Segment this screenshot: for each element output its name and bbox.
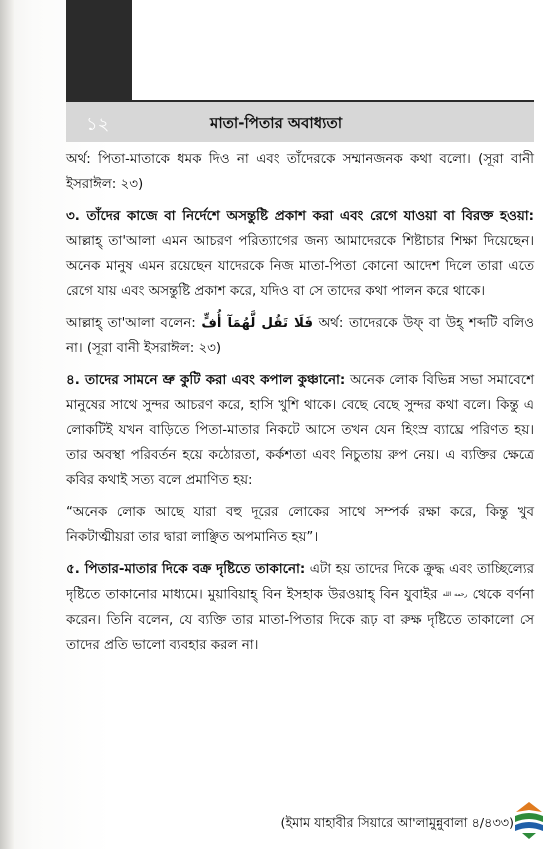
section-heading: ৪. তাদের সামনে ভ্রু কুটি করা এবং কপাল কুঞ্চানো: bbox=[66, 373, 346, 388]
section-3 bbox=[66, 204, 534, 304]
publisher-logo-icon bbox=[512, 800, 546, 840]
page-title: মাতা-পিতার অবাধ্যতা bbox=[210, 114, 343, 132]
section-text: এটা হয় তাদের দিকে ক্রুদ্ধ এবং তাচ্ছিল্যের দৃষ্টিতে তাকানোর মাধ্যমে। মুয়াবিয়াহ্‌ বিন ইসহাক উরওয়াহ্‌ বিন যুবাইর bbox=[66, 562, 534, 603]
page-number: ১২ bbox=[86, 114, 110, 135]
paragraph-quran-verse bbox=[66, 311, 534, 361]
verse-meaning: অর্থ: তাদেরকে উফ্‌ বা উহ্‌ শব্দটি বলিও না। (সূরা বানী ইসরাঈল: ২৩) bbox=[66, 316, 534, 356]
section-5 bbox=[66, 557, 534, 658]
paragraph-text: অর্থ: পিতা-মাতাকে ধমক দিও না এবং তাঁদেরকে সম্মানজনক কথা বলো। (সূরা বানী ইসরাঈল: ২৩) bbox=[66, 152, 534, 192]
section-text: আল্লাহ্‌ তা'আলা এমন আচরণ পরিত্যাগের জন্য আমাদেরকে শিষ্টাচার শিক্ষা দিয়েছেন। অনেক মানুষ এমন রয়েছেন যাদেরকে নিজ মাতা-পিতা কোনো আদেশ দিলে তারা এতে রেগে যায় এবং অসন্তুষ্টি প্রকাশ করে, যদিও বা সে তাদের কথা পালন করে থাকে। bbox=[66, 234, 534, 299]
poet-quote bbox=[66, 500, 534, 550]
section-4 bbox=[66, 368, 534, 493]
quote-text: “অনেক লোক আছে যারা বহু দূরের লোকের সাথে সম্পর্ক রক্ষা করে, কিন্তু খুব নিকটাত্মীয়রা তার দ্বারা লাঞ্ছিত অপমানিত হয়”। bbox=[66, 505, 534, 545]
page-spine-shadow bbox=[0, 0, 14, 849]
honorific-ligature: رحمه الله bbox=[442, 591, 468, 598]
verse-intro: আল্লাহ্‌ তা'আলা বলেন: bbox=[66, 316, 202, 331]
paragraph-meaning bbox=[66, 147, 534, 197]
arabic-verse: فَلَا تَقُل لَّهُمَآ أُفٍّ bbox=[201, 316, 313, 331]
section-heading: ৫. পিতার-মাতার দিকে বক্র দৃষ্টিতে তাকানো: bbox=[66, 562, 306, 577]
section-text: অনেক লোক বিভিন্ন সভা সমাবেশে মানুষের সাথে সুন্দর আচরণ করে, হাসি খুশি থাকে। বেছে বেছে সুন্দর কথা বলে। কিন্তু এ লোকটিই যখন বাড়িতে পিতা-মাতার নিকটে আসে তখন যেন হিংস্র ব্যাঘ্রে পরিণত হয়। তার অবস্থা পরিবর্তন হয়ে কঠোরতা, কর্কশতা এবং নিচুতায় রুপ নেয়। এ ব্যক্তির ক্ষেত্রে কবির কথাই সত্য বলে প্রমাণিত হয়: bbox=[66, 373, 535, 488]
section-heading: ৩. তাঁদের কাজে বা নির্দেশে অসন্তুষ্টি প্রকাশ করা এবং রেগে যাওয়া বা বিরক্ত হওয়া: bbox=[66, 209, 534, 224]
citation: (ইমাম যাহাবীর সিয়ারে আ'লামুন্নুবালা ৪/৪৩৩) bbox=[280, 816, 514, 831]
page-body bbox=[66, 147, 534, 665]
section-text: থেকে বর্ণনা করেন। তিনি বলেন, যে ব্যক্তি তার মাতা-পিতার দিকে রূঢ় বা রুক্ষ দৃষ্টিতে তাকালো সে তাদের প্রতি ভালো ব্যবহার করল না। bbox=[66, 587, 534, 653]
